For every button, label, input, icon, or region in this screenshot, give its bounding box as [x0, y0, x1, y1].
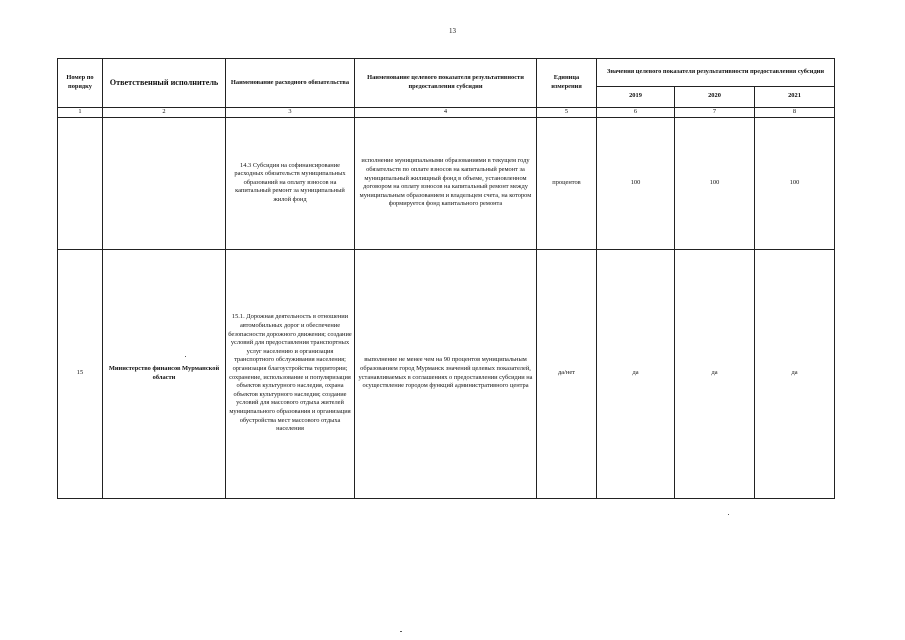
row-value-2021: да — [755, 249, 835, 498]
row-value-2019: да — [597, 249, 675, 498]
header-number: Номер по порядку — [58, 59, 103, 108]
scan-speck — [728, 514, 729, 515]
row-number — [58, 117, 103, 249]
row-executor: Министерство финансов Мурманской области — [103, 249, 226, 498]
column-number: 2 — [103, 108, 226, 118]
row-value-2020: да — [675, 249, 755, 498]
scan-speck — [185, 356, 186, 357]
header-indicator: Наименование целевого показателя результативности предоставления субсидии — [355, 59, 537, 108]
row-obligation: 14.3 Субсидия на софинансирование расходных обязательств муниципальных образований на оплату взносов на капитальный ремонт за муниципальный жилой фонд — [226, 117, 355, 249]
row-unit: процентов — [537, 117, 597, 249]
header-values: Значения целевого показателя результативности предоставления субсидии — [597, 59, 835, 87]
row-unit: да/нет — [537, 249, 597, 498]
header-obligation: Наименование расходного обязательства — [226, 59, 355, 108]
row-indicator: выполнение не менее чем на 90 процентов муниципальным образованием город Мурманск значений целевых показателей, устанавливаемых в соглашениях о предоставлении субсидии на осуществление городом функций административного центра — [355, 249, 537, 498]
header-year: 2021 — [755, 86, 835, 107]
header-executor: Ответственный исполнитель — [103, 59, 226, 108]
header-row — [58, 59, 835, 87]
row-number: 15 — [58, 249, 103, 498]
row-value-2019: 100 — [597, 117, 675, 249]
target-indicators-table — [57, 58, 835, 499]
column-number: 6 — [597, 108, 675, 118]
row-value-2020: 100 — [675, 117, 755, 249]
page-number: 13 — [449, 27, 456, 35]
column-number: 3 — [226, 108, 355, 118]
row-obligation: 15.1. Дорожная деятельность в отношении автомобильных дорог и обеспечение безопасности дорожного движения; создание условий для предоставления транспортных услуг населению и организация транспортного обслуживания населения; организация благоустройства территории; сохранение, использование и популяризация объектов культурного наследия, охрана объектов культурного наследия; создание условий для массового отдыха жителей муниципального образования и организация обустройства мест массового отдыха населения — [226, 249, 355, 498]
column-number: 4 — [355, 108, 537, 118]
column-number: 7 — [675, 108, 755, 118]
column-number: 5 — [537, 108, 597, 118]
table-row — [58, 249, 835, 498]
column-number: 1 — [58, 108, 103, 118]
column-numbers-row — [58, 108, 835, 118]
scan-speck — [400, 631, 402, 632]
row-indicator: исполнение муниципальными образованиями в текущем году обязательств по оплате взносов на капитальный ремонт за муниципальный жилищный фонд в объеме, установленном договором на оплату взносов на капитальный ремонт между муниципальным образованием и владельцем счета, на котором формируется фонд капитального ремонта — [355, 117, 537, 249]
row-executor — [103, 117, 226, 249]
row-value-2021: 100 — [755, 117, 835, 249]
table-row — [58, 117, 835, 249]
header-year: 2019 — [597, 86, 675, 107]
header-year: 2020 — [675, 86, 755, 107]
header-unit: Единица измерения — [537, 59, 597, 108]
column-number: 8 — [755, 108, 835, 118]
